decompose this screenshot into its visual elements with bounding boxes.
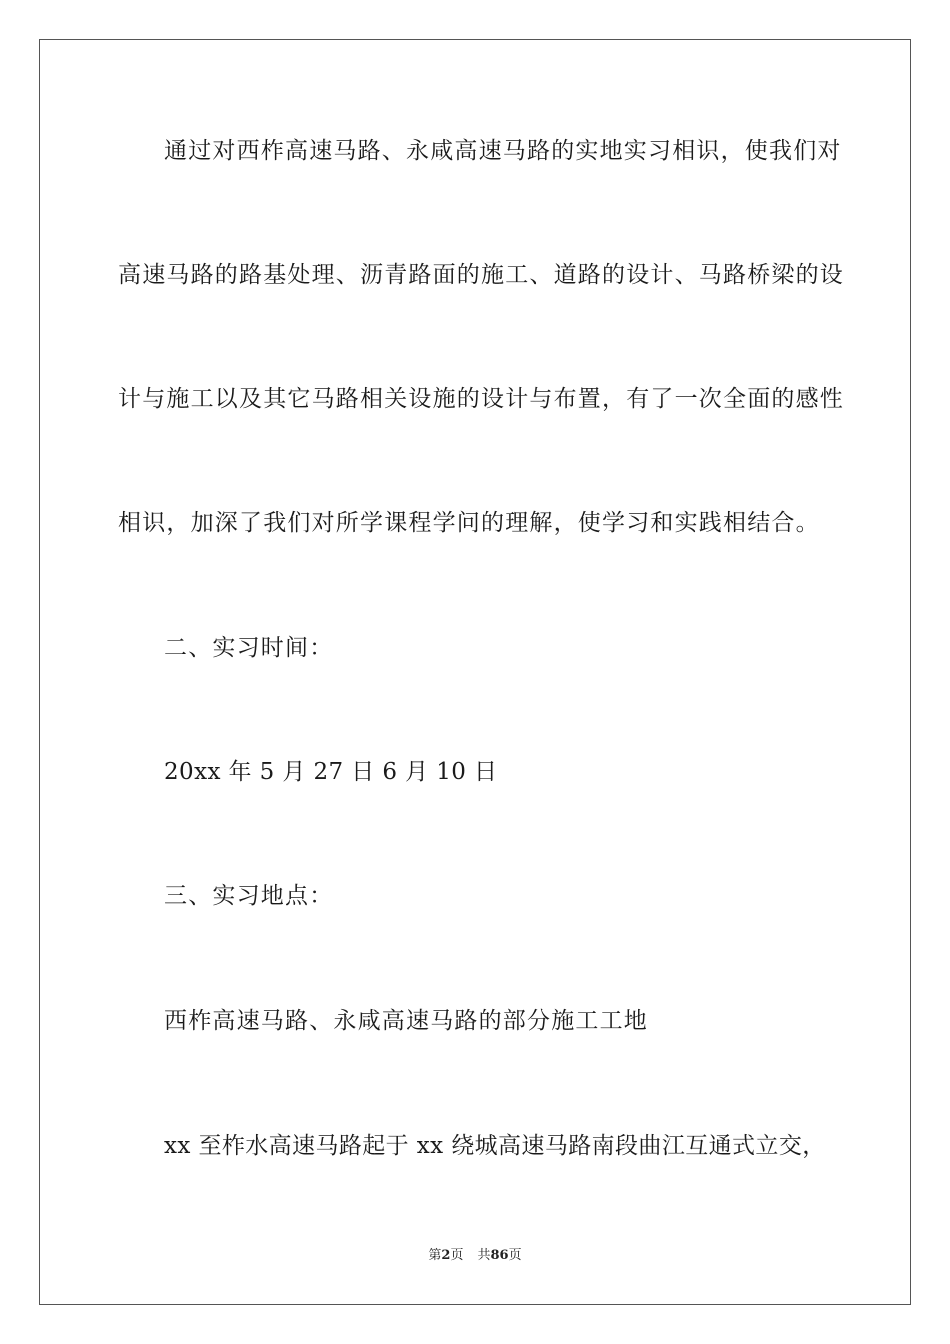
paragraph-line-2: 高速马路的路基处理、沥青路面的施工、道路的设计、马路桥梁的设 [118, 262, 844, 288]
total-prefix: 共 [477, 1248, 491, 1263]
total-pages: 86 [490, 1248, 509, 1263]
section-heading-time: 二、实习时间： [164, 635, 334, 661]
paragraph-line-route: xx 至柞水高速马路起于 xx 绕城高速马路南段曲江互通式立交， [164, 1133, 826, 1159]
total-suffix: 页 [508, 1248, 522, 1263]
paragraph-line-3: 计与施工以及其它马路相关设施的设计与布置，有了一次全面的感性 [118, 386, 844, 412]
paragraph-line-4: 相识，加深了我们对所学课程学问的理解，使学习和实践相结合。 [118, 510, 820, 536]
page-suffix: 页 [450, 1248, 464, 1263]
page-footer [0, 1247, 950, 1265]
paragraph-line-1: 通过对西柞高速马路、永咸高速马路的实地实习相识，使我们对 [164, 138, 842, 164]
page-number: 2 [441, 1248, 451, 1263]
section-heading-location: 三、实习地点： [164, 883, 334, 909]
page-prefix: 第 [428, 1248, 442, 1263]
internship-dates: 20xx 年 5 月 27 日 6 月 10 日 [164, 759, 498, 785]
internship-location: 西柞高速马路、永咸高速马路的部分施工工地 [164, 1008, 648, 1034]
page-frame [39, 39, 911, 1305]
